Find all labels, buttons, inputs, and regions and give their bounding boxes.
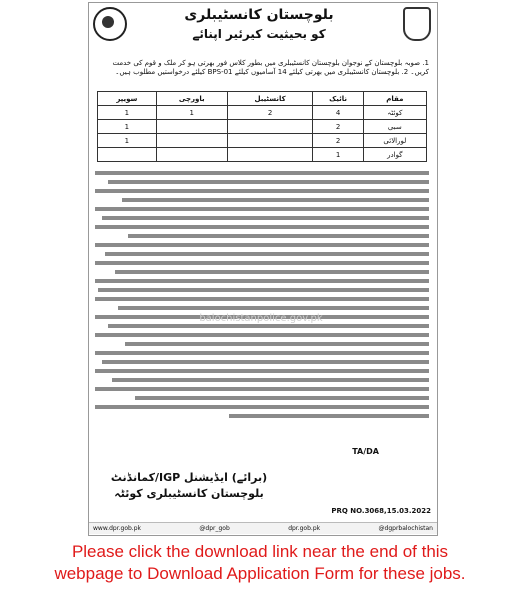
cell xyxy=(227,120,313,134)
ad-header xyxy=(89,3,437,55)
police-badge-logo xyxy=(403,7,431,41)
col-header: نائیک xyxy=(313,92,363,106)
signature-line-2: بلوچستان کانسٹیبلری کوئٹہ xyxy=(114,487,264,500)
cell: گوادر xyxy=(363,148,426,162)
signature-line-1: (برائے) ایڈیشنل IGP/کمانڈنٹ xyxy=(110,471,268,484)
cell: سبی xyxy=(363,120,426,134)
social-handle: dpr.gob.pk xyxy=(288,525,321,532)
cell: 1 xyxy=(98,134,157,148)
website-watermark: balochistanpolice.gov.pk xyxy=(199,313,323,324)
vacancy-table xyxy=(97,91,427,162)
prq-number: PRQ NO.3068,15.03.2022 xyxy=(331,507,431,515)
table-row xyxy=(98,134,427,148)
cell xyxy=(156,148,227,162)
social-handle: @dgprbalochistan xyxy=(378,525,433,532)
table-row xyxy=(98,120,427,134)
ad-title: بلوچستان کانسٹیبلری xyxy=(184,7,334,23)
cell xyxy=(227,148,313,162)
col-header: سویپر xyxy=(98,92,157,106)
social-handle: @dpr_gob xyxy=(199,525,230,532)
cell: 2 xyxy=(227,106,313,120)
ad-subtitle: کو بحیثیت کیرئیر اپنائے xyxy=(192,27,326,41)
cell: 2 xyxy=(313,120,363,134)
cell: 1 xyxy=(313,148,363,162)
cell xyxy=(156,134,227,148)
notice-line-1: Please click the download link near the end of this xyxy=(71,542,449,561)
cell xyxy=(98,148,157,162)
cell xyxy=(227,134,313,148)
col-header: کانسٹیبل xyxy=(227,92,313,106)
cell: 4 xyxy=(313,106,363,120)
social-footer xyxy=(89,522,437,534)
vacancy-table-header xyxy=(98,92,427,106)
cell: 1 xyxy=(98,106,157,120)
table-row xyxy=(98,106,427,120)
website-link: www.dpr.gob.pk xyxy=(93,525,141,532)
download-notice xyxy=(0,541,520,585)
notice-line-2: webpage to Download Application Form for these jobs. xyxy=(54,564,466,583)
table-row xyxy=(98,148,427,162)
cell: 1 xyxy=(98,120,157,134)
ad-intro: 1. صوبہ بلوچستان کے نوجوان بلوچستان کانسٹیبلری میں بطور کلاس فور بھرتی ہو کر ملک و قوم کی خدمت کریں۔ 2. بلوچستان کانسٹیبلری میں بھرتی کیلئے 14 آسامیوں کیلئے BPS-01 کیلئے درخواستیں مطلوب ہیں۔ xyxy=(112,59,429,76)
col-header: باورچی xyxy=(156,92,227,106)
constabulary-logo xyxy=(93,7,127,41)
cell: 1 xyxy=(156,106,227,120)
tada-label: TA/DA xyxy=(352,447,379,456)
ad-body-text xyxy=(95,171,429,423)
cell: کوئٹہ xyxy=(363,106,426,120)
col-header: مقام xyxy=(363,92,426,106)
cell: 2 xyxy=(313,134,363,148)
cell: لورالائی xyxy=(363,134,426,148)
cell xyxy=(156,120,227,134)
advertisement-image xyxy=(88,2,438,536)
